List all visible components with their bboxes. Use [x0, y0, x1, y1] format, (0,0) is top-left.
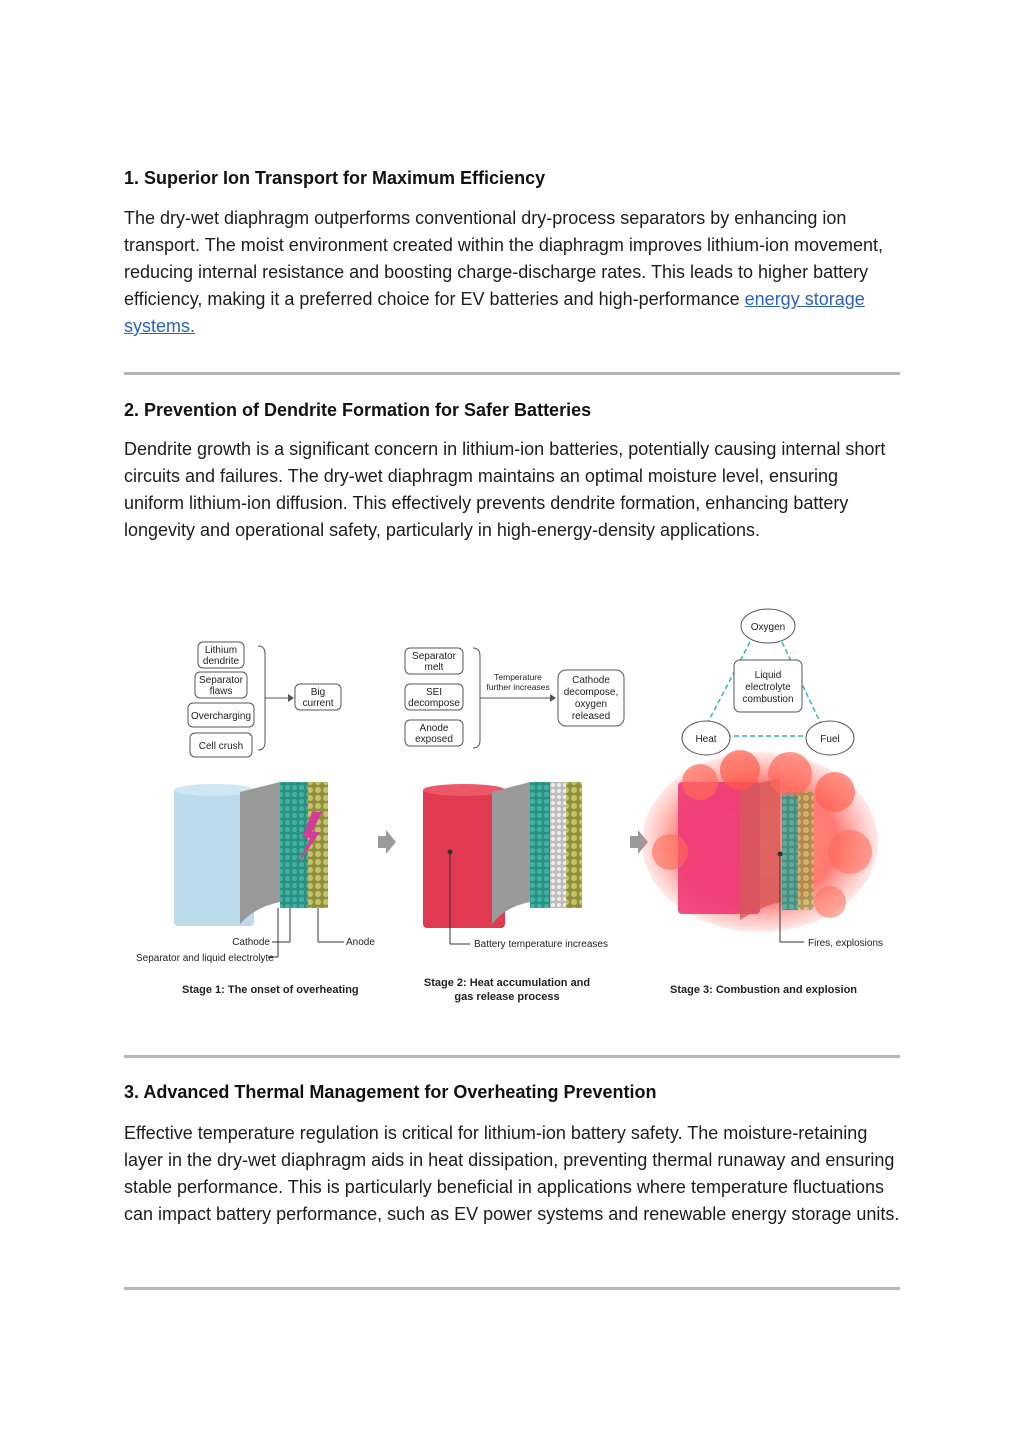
section-3-body: Effective temperature regulation is critical for lithium-ion battery safety. The moisture-retaining layer in the dry-wet diaphragm aids in heat dissipation, preventing thermal runaway and ensuring stable performance. This is particularly beneficial in applications where temperature fluctuations can impact battery performance, such as EV power systems and renewable energy storage units.	[124, 1123, 900, 1224]
triangle-fuel: Fuel	[820, 734, 840, 745]
section-1-heading: 1. Superior Ion Transport for Maximum Efficiency	[124, 168, 546, 188]
stage2-battery	[423, 782, 582, 944]
stage2-arrow-label-line1: Temperature	[494, 672, 542, 682]
stage2-cause-separator: Separator	[412, 651, 456, 662]
stage-arrow-icon	[378, 830, 396, 854]
stage1-cause-lithium: Lithium	[204, 645, 238, 656]
divider-3	[124, 1287, 900, 1290]
divider-1	[124, 372, 900, 375]
section-2-heading: 2. Prevention of Dendrite Formation for Safer Batteries	[124, 400, 592, 420]
stage1-battery	[174, 782, 328, 957]
stage2-cause-anode: Anode	[419, 723, 449, 734]
fire-triangle	[682, 609, 854, 755]
svg-text:electrolyte: electrolyte	[745, 682, 791, 693]
stage1-cause-separator: Separator	[199, 675, 243, 686]
svg-text:dendrite: dendrite	[202, 656, 240, 667]
triangle-center: Liquid	[754, 670, 782, 681]
section-2-body: Dendrite growth is a significant concern in lithium-ion batteries, potentially causing internal short circuits and failures. The dry-wet diaphragm maintains an optimal moisture level, ensuring uniform lithium-ion diffusion. This effectively prevents dendrite formation, enhancing battery longevity and operational safety, particularly in high-energy-density applications.	[124, 439, 886, 540]
stage2-flowchart	[405, 648, 624, 748]
thermal-runaway-diagram	[130, 602, 900, 1014]
section-1-body-text: The dry-wet diaphragm outperforms conventional dry-process separators by enhancing ion transport. The moist environment created within the diaphragm improves lithium-ion movement, reducing internal resistance and boosting charge-discharge rates. This leads to higher battery efficiency, making it a preferred choice for EV batteries and high-performance	[124, 208, 884, 309]
stage1-flowchart	[188, 642, 341, 757]
svg-text:combustion: combustion	[742, 694, 794, 705]
caption-stage2-line1: Stage 2: Heat accumulation and	[423, 977, 591, 989]
svg-text:melt: melt	[424, 662, 444, 673]
label-fires: Fires, explosions	[808, 938, 884, 949]
svg-text:decompose: decompose	[408, 698, 460, 709]
label-anode: Anode	[346, 937, 375, 948]
stage1-result-big: Big	[310, 687, 326, 698]
divider-2	[124, 1055, 900, 1058]
stage2-result: Cathode	[572, 675, 610, 686]
section-3-heading: 3. Advanced Thermal Management for Overheating Prevention	[124, 1082, 657, 1102]
stage1-cause-crush: Cell crush	[198, 741, 244, 752]
triangle-oxygen: Oxygen	[750, 622, 786, 633]
label-battery-temp: Battery temperature increases	[474, 939, 608, 950]
stage2-cause-sei: SEI	[425, 687, 443, 698]
svg-text:oxygen: oxygen	[574, 699, 608, 710]
label-cathode: Cathode	[232, 937, 270, 948]
stage3-battery-fire	[642, 750, 878, 942]
caption-stage2-line2: gas release process	[454, 991, 560, 1003]
section-1-body	[124, 205, 900, 340]
caption-stage1: Stage 1: The onset of overheating	[182, 984, 359, 996]
caption-stage3: Stage 3: Combustion and explosion	[670, 984, 858, 996]
svg-text:released: released	[571, 711, 611, 722]
energy-storage-link[interactable]: energy storage systems.	[124, 289, 865, 336]
stage2-arrow-label-line2: further increases	[486, 682, 550, 692]
stage1-cause-overcharging: Overcharging	[190, 711, 252, 722]
svg-text:decompose,: decompose,	[563, 687, 619, 698]
svg-text:flaws: flaws	[209, 686, 233, 697]
label-separator: Separator and liquid electrolyte	[136, 953, 274, 964]
svg-text:exposed: exposed	[415, 734, 453, 745]
thermal-runaway-figure	[130, 602, 900, 1014]
triangle-heat: Heat	[695, 734, 717, 745]
svg-text:current: current	[302, 698, 334, 709]
